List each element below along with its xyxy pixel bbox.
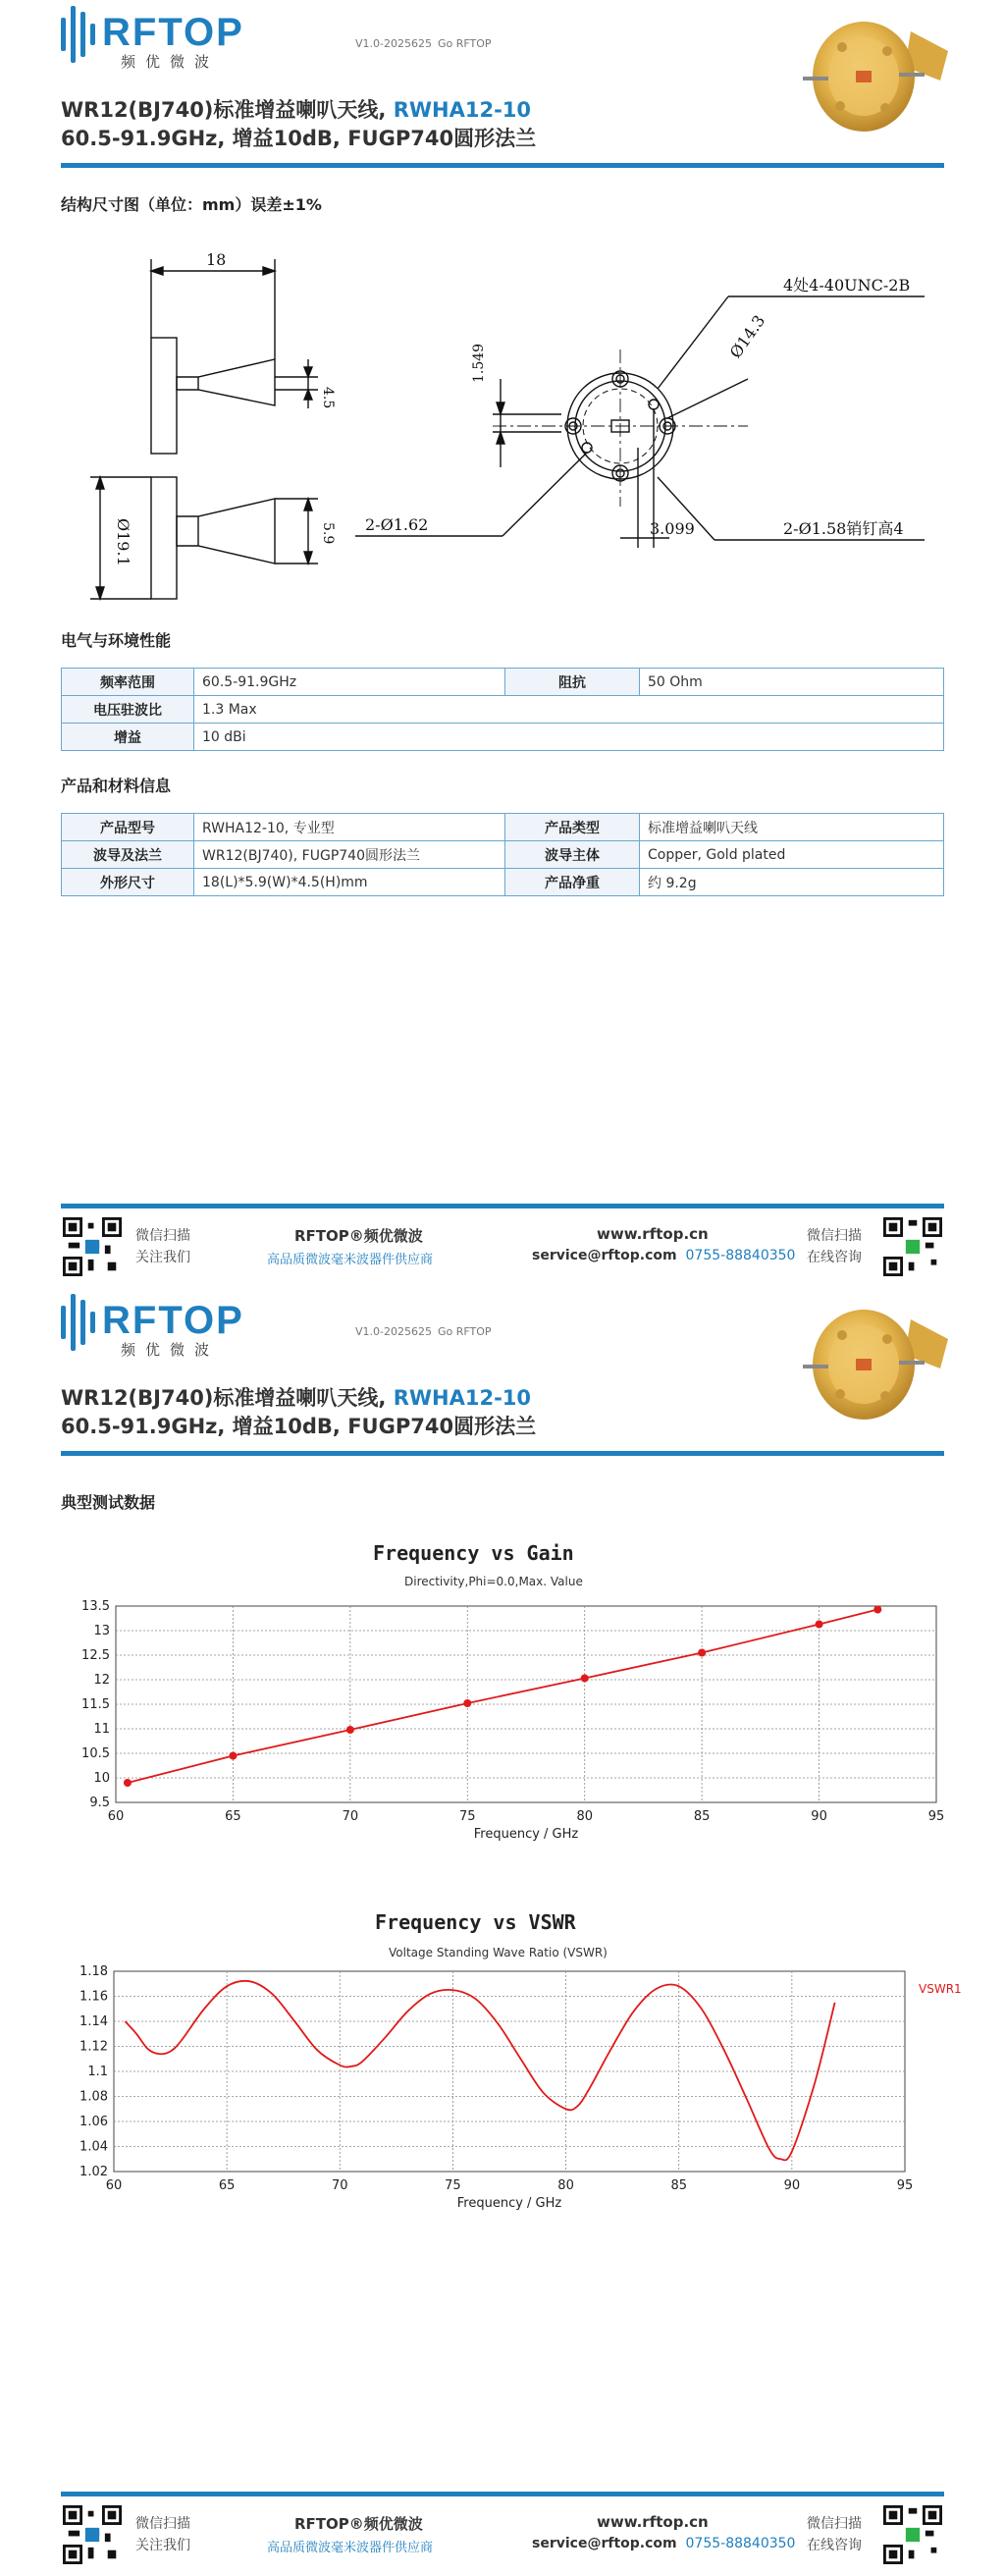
gain-chart [61, 1592, 944, 1848]
product-table [61, 813, 944, 896]
dim-threads: 4处4-40UNC-2B [783, 276, 911, 295]
logo-cn-2: 频优微波 [121, 1341, 220, 1359]
x-tick-label: 70 [342, 1809, 359, 1824]
table-row [62, 724, 944, 751]
dim-height: 4.5 [320, 387, 336, 409]
y-tick-label: 10 [93, 1771, 110, 1786]
product-image [803, 12, 950, 139]
footer-website[interactable]: www.rftop.cn [597, 1225, 709, 1243]
x-tick-label: 90 [783, 2178, 801, 2193]
qr-code-icon-4[interactable] [883, 2505, 942, 2564]
version-number-2: V1.0-2025625 [355, 1325, 432, 1338]
x-axis-label: Frequency / GHz [456, 2196, 562, 2211]
logo-text-2: RFTOP [102, 1299, 244, 1342]
logo-text: RFTOP [102, 11, 244, 54]
table-row [62, 841, 944, 869]
data-point [124, 1779, 132, 1787]
size-value: 18(L)*5.9(W)*4.5(H)mm [194, 869, 505, 896]
x-axis-label: Frequency / GHz [473, 1827, 579, 1842]
gain-chart-subtitle: Directivity,Phi=0.0,Max. Value [404, 1575, 583, 1588]
dim-outer-dia: Ø14.3 [725, 311, 769, 362]
section-product: 产品和材料信息 [61, 777, 172, 795]
page-2 [0, 1288, 1005, 2576]
data-point [463, 1699, 471, 1707]
x-tick-label: 85 [693, 1809, 711, 1824]
wechat-scan-label-2: 微信扫描 [807, 1228, 862, 1244]
table-row [62, 669, 944, 696]
footer-wechat-follow [135, 1225, 190, 1268]
weight-value: 约 9.2g [640, 869, 944, 896]
footer [61, 1217, 944, 1286]
footer-brand-sub: 高品质微波毫米波器件供应商 [267, 1253, 434, 1267]
y-tick-label: 1.04 [79, 2139, 108, 2155]
y-tick-label: 13 [93, 1624, 110, 1638]
waveguide-label: 波导及法兰 [62, 841, 194, 869]
header-rule-2 [61, 1451, 944, 1456]
section-electrical: 电气与环境性能 [61, 631, 172, 650]
data-point [229, 1752, 237, 1760]
y-tick-label: 12.5 [81, 1648, 110, 1663]
vswr-chart-subtitle: Voltage Standing Wave Ratio (VSWR) [389, 1946, 608, 1959]
y-tick-label: 1.14 [79, 2014, 108, 2029]
version-2 [355, 1325, 498, 1338]
footer-phone: 0755-88840350 [685, 1248, 796, 1263]
table-row [62, 696, 944, 724]
header [0, 0, 1005, 175]
product-title [61, 94, 531, 124]
dim-offset: 1.549 [471, 343, 487, 383]
y-tick-label: 1.1 [87, 2065, 108, 2079]
x-tick-label: 60 [107, 1809, 125, 1824]
version-number: V1.0-2025625 [355, 37, 432, 50]
dim-hole-dia: 2-Ø1.62 [365, 515, 429, 534]
dim-pin-dia: 2-Ø1.58销钉高4 [783, 519, 904, 538]
size-label: 外形尺寸 [62, 869, 194, 896]
consult-label-2: 在线咨询 [807, 2538, 862, 2553]
y-tick-label: 1.08 [79, 2089, 108, 2105]
table-row [62, 869, 944, 896]
y-tick-label: 10.5 [81, 1746, 110, 1761]
title-model-2: RWHA12-10 [393, 1386, 532, 1410]
footer-rule-2 [61, 2492, 944, 2496]
go-rftop-link-2[interactable]: Go RFTOP [437, 1325, 492, 1338]
footer-email[interactable]: service@rftop.com [532, 1248, 677, 1263]
footer-phone-2: 0755-88840350 [685, 2536, 796, 2551]
x-tick-label: 70 [332, 2178, 348, 2193]
legend-entry: VSWR1 [919, 1982, 962, 1996]
y-tick-label: 11.5 [81, 1697, 110, 1712]
x-tick-label: 65 [225, 1809, 241, 1824]
footer-wechat-consult-2 [807, 2513, 862, 2556]
y-tick-label: 12 [93, 1673, 110, 1688]
data-point [346, 1726, 354, 1734]
title-prefix: WR12(BJ740)标准增益喇叭天线, [61, 98, 394, 122]
wechat-scan-label: 微信扫描 [135, 1228, 190, 1244]
x-tick-label: 95 [896, 2178, 914, 2193]
y-tick-label: 13.5 [81, 1599, 110, 1614]
data-point [698, 1649, 706, 1657]
gain-value: 10 dBi [194, 724, 944, 751]
vswr-chart-title: Frequency vs VSWR [375, 1910, 576, 1934]
impedance-label: 阻抗 [505, 669, 640, 696]
dim-length: 18 [206, 250, 227, 269]
y-tick-label: 11 [93, 1722, 110, 1737]
vswr-label: 电压驻波比 [62, 696, 194, 724]
y-tick-label: 1.18 [79, 1964, 108, 1979]
qr-code-icon-2[interactable] [883, 1217, 942, 1276]
data-point [873, 1606, 881, 1614]
x-tick-label: 80 [557, 2178, 574, 2193]
y-tick-label: 1.16 [79, 1989, 108, 2005]
product-subtitle: 60.5-91.9GHz, 增益10dB, FUGP740圆形法兰 [61, 127, 537, 150]
type-value: 标准增益喇叭天线 [640, 814, 944, 841]
gain-chart-title: Frequency vs Gain [373, 1541, 574, 1565]
section-test: 典型测试数据 [61, 1493, 156, 1512]
freq-value: 60.5-91.9GHz [194, 669, 505, 696]
section-structure: 结构尺寸图（单位：mm）误差±1% [61, 195, 322, 214]
x-tick-label: 90 [811, 1809, 827, 1824]
footer-contact-2 [532, 2533, 795, 2554]
follow-us-label: 关注我们 [135, 1250, 190, 1265]
wechat-scan-label-3: 微信扫描 [135, 2516, 190, 2532]
title-model: RWHA12-10 [393, 98, 532, 122]
body-label: 波导主体 [505, 841, 640, 869]
logo-cn: 频优微波 [121, 53, 220, 71]
footer-rule [61, 1204, 944, 1208]
table-row [62, 814, 944, 841]
model-label: 产品型号 [62, 814, 194, 841]
consult-label: 在线咨询 [807, 1250, 862, 1265]
gain-label: 增益 [62, 724, 194, 751]
y-tick-label: 1.02 [79, 2165, 108, 2179]
footer-contact [532, 1245, 795, 1266]
product-subtitle-2: 60.5-91.9GHz, 增益10dB, FUGP740圆形法兰 [61, 1415, 537, 1438]
y-tick-label: 9.5 [89, 1796, 110, 1810]
version [355, 37, 498, 50]
dim-spacing: 3.099 [650, 519, 695, 538]
footer-wechat-consult [807, 1225, 862, 1268]
footer-brand-sub-2: 高品质微波毫米波器件供应商 [267, 2541, 434, 2555]
model-value: RWHA12-10, 专业型 [194, 814, 505, 841]
x-tick-label: 80 [576, 1809, 593, 1824]
data-point [816, 1621, 823, 1629]
y-tick-label: 1.12 [79, 2039, 108, 2055]
header-rule [61, 163, 944, 168]
x-tick-label: 75 [459, 1809, 476, 1824]
x-tick-label: 85 [670, 2178, 687, 2193]
dim-flange-dia: Ø19.1 [114, 518, 132, 566]
footer-2 [61, 2505, 944, 2574]
footer-email-2[interactable]: service@rftop.com [532, 2536, 677, 2551]
vswr-value: 1.3 Max [194, 696, 944, 724]
x-tick-label: 95 [927, 1809, 945, 1824]
qr-code-icon[interactable] [63, 1217, 122, 1276]
vswr-chart [61, 1961, 962, 2217]
data-point [581, 1675, 589, 1683]
footer-wechat-follow-2 [135, 2513, 190, 2556]
title-prefix-2: WR12(BJ740)标准增益喇叭天线, [61, 1386, 394, 1410]
electrical-table [61, 668, 944, 751]
go-rftop-link[interactable]: Go RFTOP [437, 37, 492, 50]
type-label: 产品类型 [505, 814, 640, 841]
footer-brand-2: RFTOP®频优微波 [294, 2515, 423, 2533]
header-2 [0, 1288, 1005, 1463]
dimension-drawing [61, 222, 944, 605]
qr-code-icon-3[interactable] [63, 2505, 122, 2564]
freq-label: 频率范围 [62, 669, 194, 696]
dim-width: 5.9 [320, 522, 336, 545]
impedance-value: 50 Ohm [640, 669, 944, 696]
wechat-scan-label-4: 微信扫描 [807, 2516, 862, 2532]
body-value: Copper, Gold plated [640, 841, 944, 869]
x-tick-label: 75 [445, 2178, 461, 2193]
product-image-2 [803, 1300, 950, 1427]
x-tick-label: 60 [105, 2178, 123, 2193]
x-tick-label: 65 [218, 2178, 236, 2193]
follow-us-label-2: 关注我们 [135, 2538, 190, 2553]
weight-label: 产品净重 [505, 869, 640, 896]
footer-website-2[interactable]: www.rftop.cn [597, 2513, 709, 2531]
footer-brand: RFTOP®频优微波 [294, 1227, 423, 1245]
product-title-2 [61, 1382, 531, 1412]
y-tick-label: 1.06 [79, 2115, 108, 2129]
waveguide-value: WR12(BJ740), FUGP740圆形法兰 [194, 841, 505, 869]
